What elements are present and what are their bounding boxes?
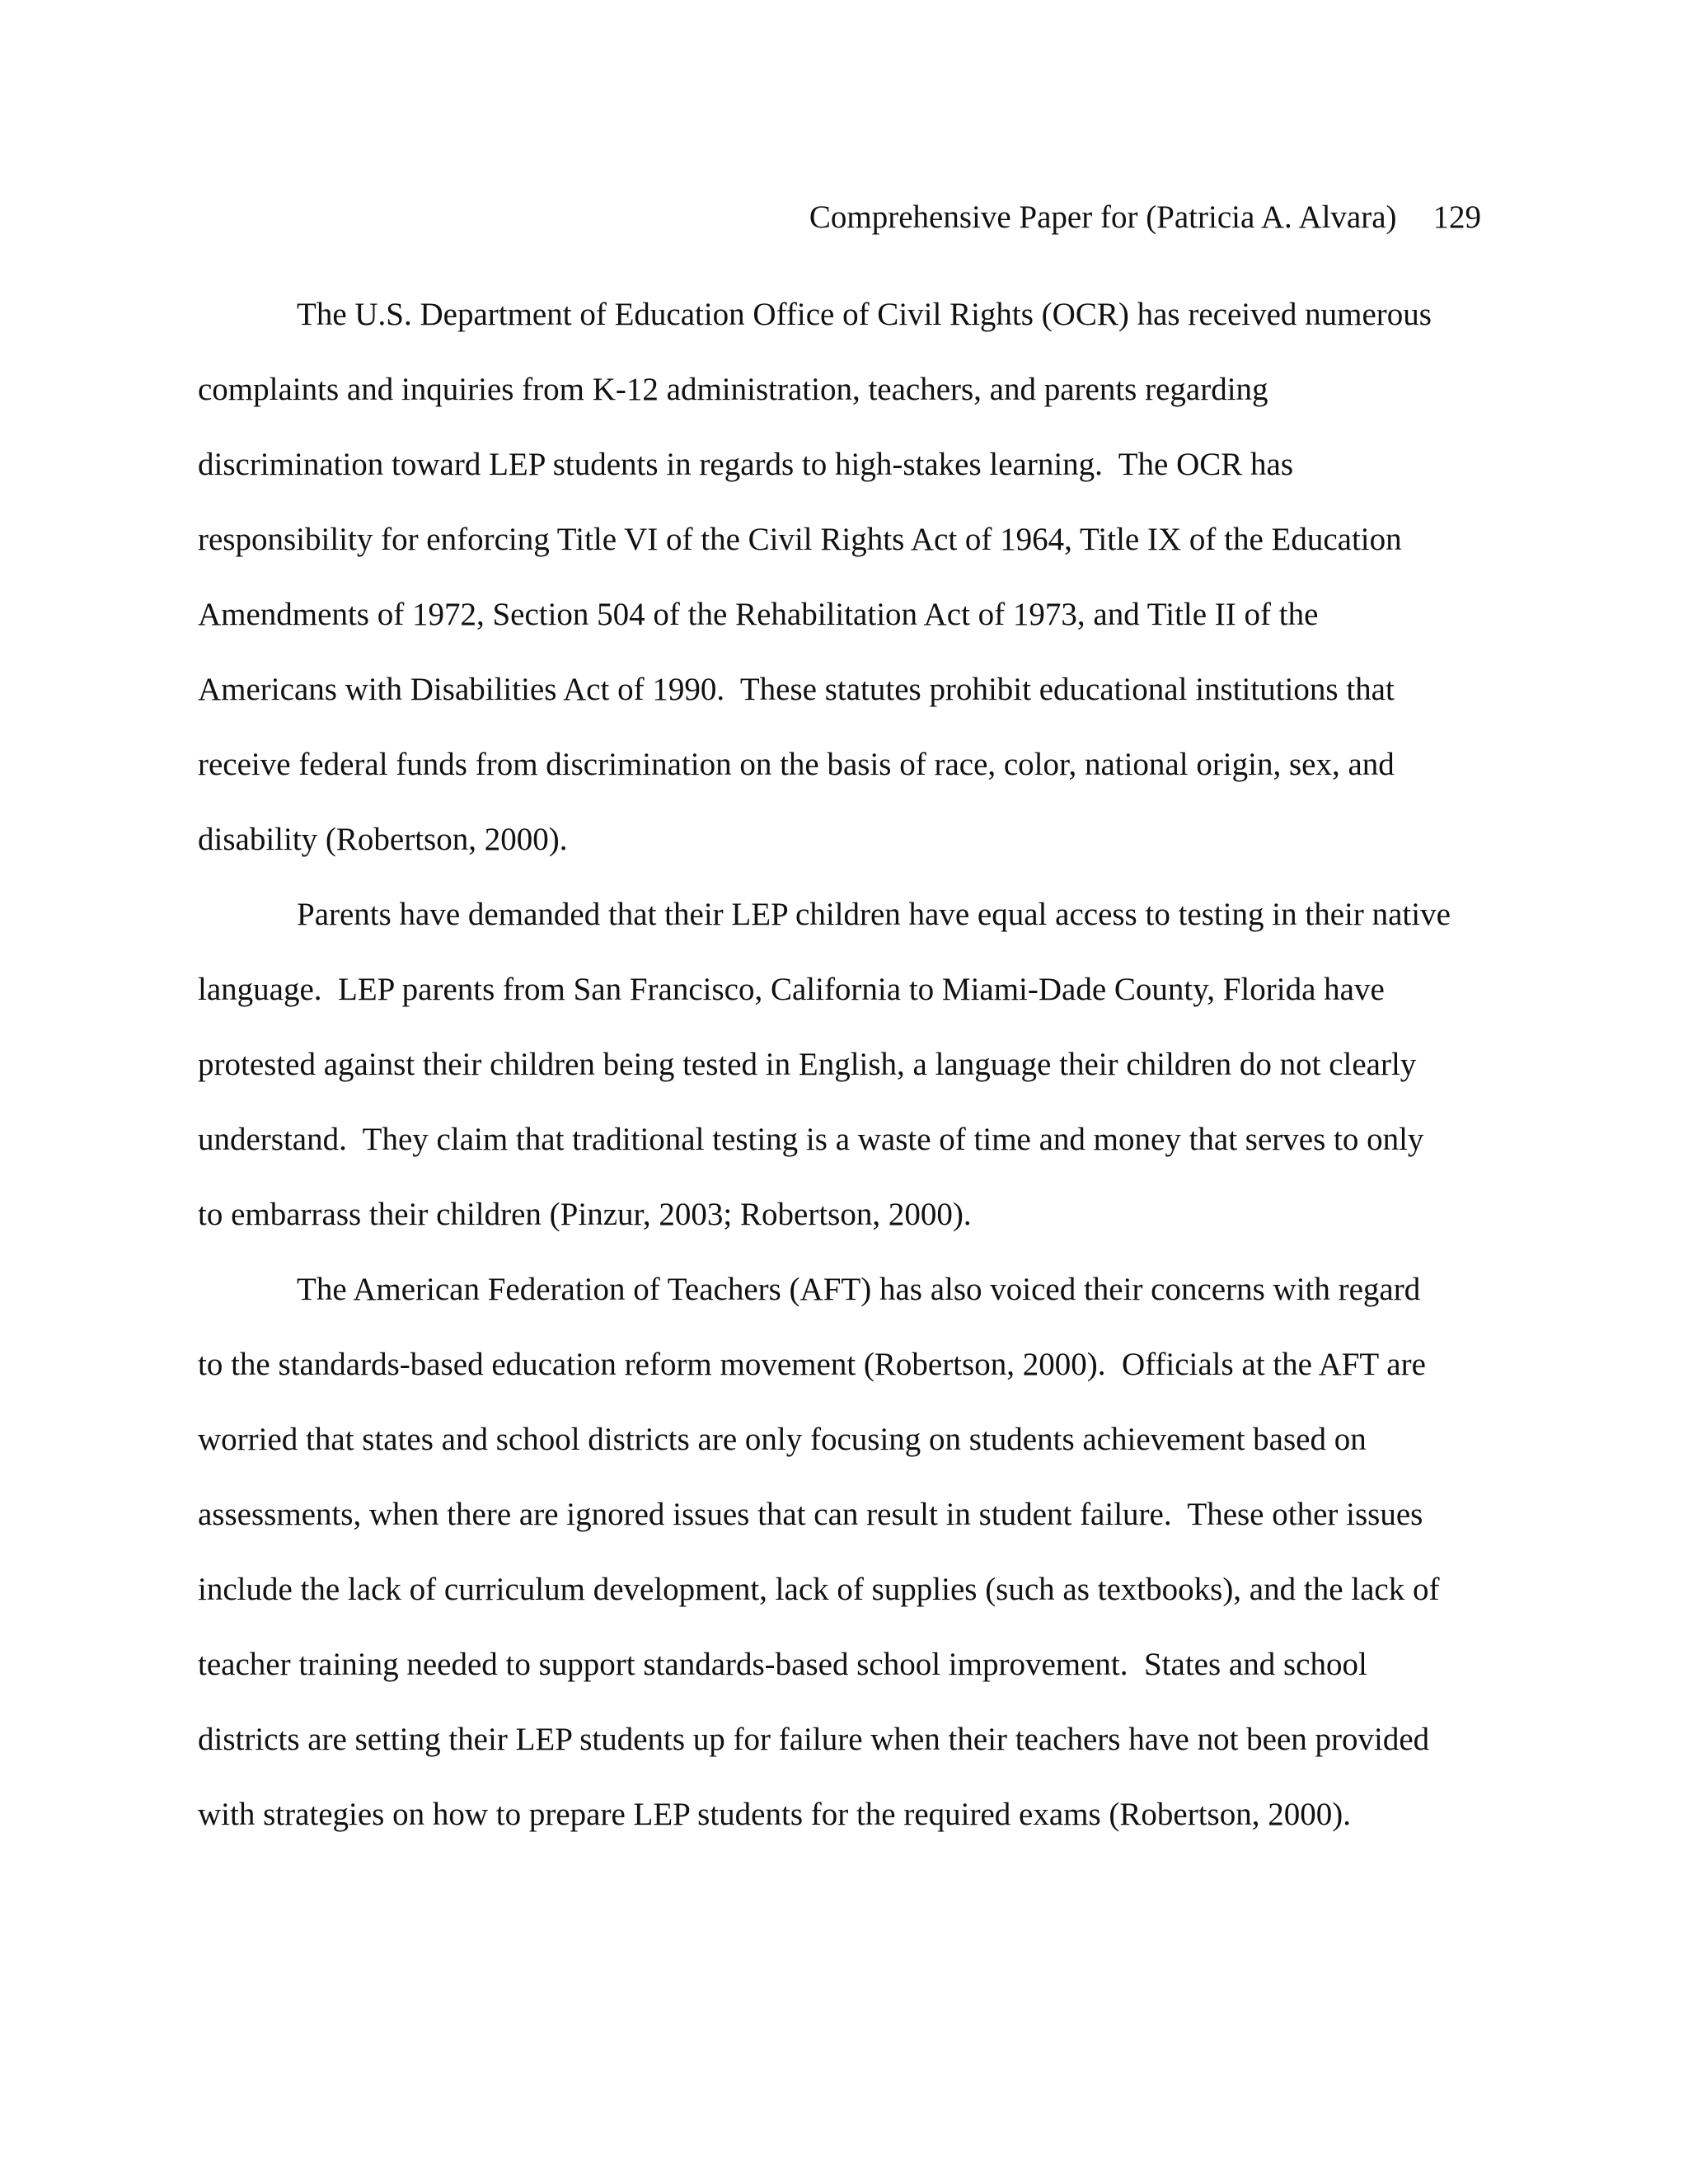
paragraph-2-line-5: to embarrass their children (Pinzur, 2003; Robertson, 2000).	[198, 1197, 972, 1232]
paragraph-1-line-3: discrimination toward LEP students in regards to high-stakes learning. The OCR has	[198, 447, 1294, 482]
paragraph-1-line-4: responsibility for enforcing Title VI of the Civil Rights Act of 1964, Title IX of the Education	[198, 522, 1402, 557]
paragraph-1-line-8: disability (Robertson, 2000).	[198, 822, 568, 857]
paragraph-2-line-3: protested against their children being tested in English, a language their children do not clearly	[198, 1047, 1417, 1082]
paragraph-1-line-1: The U.S. Department of Education Office of Civil Rights (OCR) has received numerous	[297, 297, 1432, 332]
paragraph-3-line-6: teacher training needed to support standards-based school improvement. States and school	[198, 1647, 1367, 1682]
paragraph-1-line-5: Amendments of 1972, Section 504 of the Rehabilitation Act of 1973, and Title II of the	[198, 597, 1319, 632]
running-title: Comprehensive Paper for (Patricia A. Alvara)	[809, 199, 1397, 235]
paragraph-1-line-6: Americans with Disabilities Act of 1990. These statutes prohibit educational institutions that	[198, 672, 1395, 707]
paragraph-3-line-1: The American Federation of Teachers (AFT) has also voiced their concerns with regard	[297, 1272, 1421, 1307]
paragraph-3-line-4: assessments, when there are ignored issues that can result in student failure. These other issues	[198, 1497, 1423, 1532]
paragraph-3-line-3: worried that states and school districts are only focusing on students achievement based on	[198, 1422, 1367, 1457]
paragraph-2-line-4: understand. They claim that traditional testing is a waste of time and money that serves to only	[198, 1122, 1424, 1157]
paragraph-1-line-2: complaints and inquiries from K-12 administration, teachers, and parents regarding	[198, 372, 1268, 407]
paragraph-2-line-2: language. LEP parents from San Francisco, California to Miami-Dade County, Florida have	[198, 972, 1385, 1007]
paragraph-3-line-7: districts are setting their LEP students up for failure when their teachers have not been provided	[198, 1722, 1430, 1757]
paragraph-3-line-8: with strategies on how to prepare LEP students for the required exams (Robertson, 2000).	[198, 1797, 1351, 1832]
paragraph-2-line-1: Parents have demanded that their LEP children have equal access to testing in their native	[297, 897, 1451, 932]
running-head	[809, 196, 1481, 239]
paragraph-1-line-7: receive federal funds from discrimination on the basis of race, color, national origin, sex, and	[198, 747, 1395, 782]
paragraph-3-line-5: include the lack of curriculum development, lack of supplies (such as textbooks), and the lack of	[198, 1572, 1440, 1607]
paragraph-3-line-2: to the standards-based education reform movement (Robertson, 2000). Officials at the AFT are	[198, 1347, 1426, 1382]
page-number: 129	[1432, 199, 1481, 235]
